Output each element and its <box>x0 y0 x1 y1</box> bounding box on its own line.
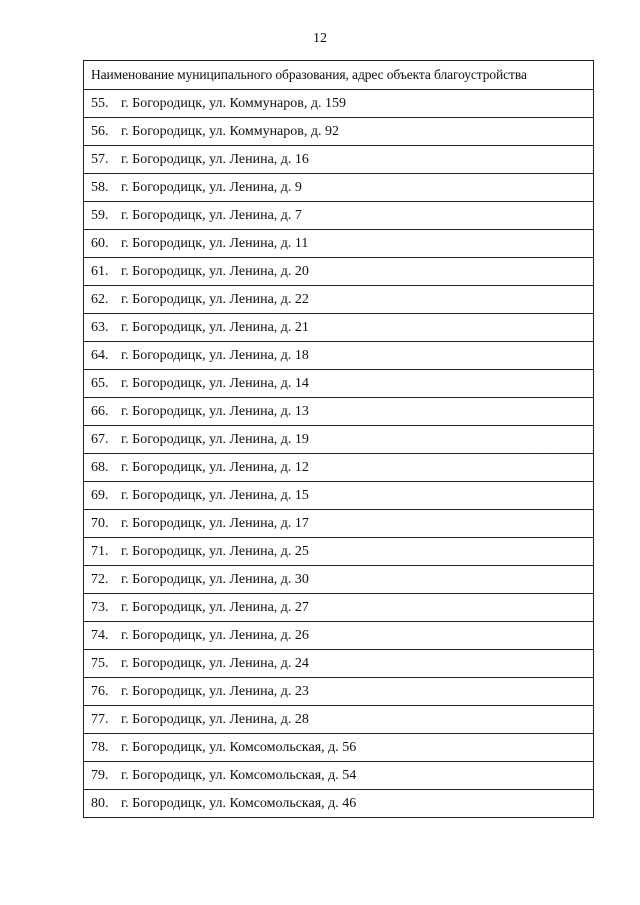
table-row <box>84 566 594 594</box>
table-row <box>84 202 594 230</box>
table-row <box>84 342 594 370</box>
address-text: г. Богородицк, ул. Ленина, д. 13 <box>121 403 309 419</box>
address-text: г. Богородицк, ул. Комсомольская, д. 56 <box>121 739 357 755</box>
row-number: 58. <box>91 179 109 195</box>
row-number: 80. <box>91 795 109 811</box>
address-text: г. Богородицк, ул. Ленина, д. 18 <box>121 347 309 363</box>
row-number: 60. <box>91 235 109 251</box>
row-number: 72. <box>91 571 109 587</box>
address-text: г. Богородицк, ул. Ленина, д. 20 <box>121 263 309 279</box>
row-number: 79. <box>91 767 109 783</box>
row-number: 56. <box>91 123 109 139</box>
table-row <box>84 118 594 146</box>
address-cell <box>84 706 594 734</box>
address-text: г. Богородицк, ул. Ленина, д. 30 <box>121 571 309 587</box>
column-header: Наименование муниципального образования, адрес объекта благоустройства <box>84 61 594 90</box>
address-text: г. Богородицк, ул. Ленина, д. 19 <box>121 431 309 447</box>
row-number: 76. <box>91 683 109 699</box>
address-text: г. Богородицк, ул. Ленина, д. 28 <box>121 711 309 727</box>
table-row <box>84 426 594 454</box>
address-text: г. Богородицк, ул. Ленина, д. 25 <box>121 543 309 559</box>
table-row <box>84 370 594 398</box>
row-number: 73. <box>91 599 109 615</box>
address-text: г. Богородицк, ул. Ленина, д. 21 <box>121 319 309 335</box>
address-cell <box>84 622 594 650</box>
table-row <box>84 734 594 762</box>
row-number: 68. <box>91 459 109 475</box>
address-cell <box>84 146 594 174</box>
row-number: 74. <box>91 627 109 643</box>
row-number: 62. <box>91 291 109 307</box>
row-number: 61. <box>91 263 109 279</box>
address-text: г. Богородицк, ул. Ленина, д. 17 <box>121 515 309 531</box>
address-cell <box>84 258 594 286</box>
address-cell <box>84 202 594 230</box>
address-cell <box>84 398 594 426</box>
address-cell <box>84 482 594 510</box>
address-cell <box>84 762 594 790</box>
address-cell <box>84 650 594 678</box>
row-number: 59. <box>91 207 109 223</box>
address-table <box>83 60 594 818</box>
row-number: 64. <box>91 347 109 363</box>
table-row <box>84 286 594 314</box>
address-text: г. Богородицк, ул. Ленина, д. 24 <box>121 655 309 671</box>
address-text: г. Богородицк, ул. Ленина, д. 7 <box>121 207 302 223</box>
address-text: г. Богородицк, ул. Ленина, д. 14 <box>121 375 309 391</box>
address-cell <box>84 678 594 706</box>
address-text: г. Богородицк, ул. Комсомольская, д. 46 <box>121 795 357 811</box>
address-cell <box>84 90 594 118</box>
row-number: 71. <box>91 543 109 559</box>
row-number: 78. <box>91 739 109 755</box>
address-cell <box>84 734 594 762</box>
address-text: г. Богородицк, ул. Ленина, д. 12 <box>121 459 309 475</box>
row-number: 55. <box>91 95 109 111</box>
row-number: 70. <box>91 515 109 531</box>
address-cell <box>84 538 594 566</box>
address-text: г. Богородицк, ул. Ленина, д. 26 <box>121 627 309 643</box>
table-row <box>84 454 594 482</box>
table-row <box>84 398 594 426</box>
table-row <box>84 258 594 286</box>
address-text: г. Богородицк, ул. Ленина, д. 22 <box>121 291 309 307</box>
address-text: г. Богородицк, ул. Коммунаров, д. 159 <box>121 95 347 111</box>
row-number: 67. <box>91 431 109 447</box>
row-number: 69. <box>91 487 109 503</box>
address-cell <box>84 342 594 370</box>
table-row <box>84 790 594 818</box>
scan-artifact: · · · <box>521 452 560 458</box>
page-number: 12 <box>313 31 327 46</box>
table-row <box>84 622 594 650</box>
address-cell <box>84 370 594 398</box>
table-row <box>84 146 594 174</box>
address-cell <box>84 286 594 314</box>
row-number: 75. <box>91 655 109 671</box>
address-text: г. Богородицк, ул. Ленина, д. 15 <box>121 487 309 503</box>
table-row <box>84 762 594 790</box>
table-row <box>84 678 594 706</box>
address-cell <box>84 510 594 538</box>
row-number: 57. <box>91 151 109 167</box>
table-row <box>84 90 594 118</box>
address-cell <box>84 426 594 454</box>
address-text: г. Богородицк, ул. Ленина, д. 27 <box>121 599 309 615</box>
address-text: г. Богородицк, ул. Коммунаров, д. 92 <box>121 123 340 139</box>
address-cell <box>84 174 594 202</box>
row-number: 77. <box>91 711 109 727</box>
address-cell <box>84 594 594 622</box>
address-text: г. Богородицк, ул. Ленина, д. 16 <box>121 151 309 167</box>
table-header-row <box>84 61 594 90</box>
address-cell <box>84 230 594 258</box>
address-cell <box>84 790 594 818</box>
address-text: г. Богородицк, ул. Комсомольская, д. 54 <box>121 767 357 783</box>
row-number: 66. <box>91 403 109 419</box>
table-row <box>84 510 594 538</box>
address-cell <box>84 118 594 146</box>
row-number: 65. <box>91 375 109 391</box>
table-row <box>84 538 594 566</box>
table-row <box>84 706 594 734</box>
address-cell <box>84 454 594 482</box>
table-row <box>84 482 594 510</box>
table-row <box>84 650 594 678</box>
address-text: г. Богородицк, ул. Ленина, д. 11 <box>121 235 309 251</box>
address-cell <box>84 566 594 594</box>
row-number: 63. <box>91 319 109 335</box>
table-row <box>84 174 594 202</box>
table-body <box>84 90 594 818</box>
address-text: г. Богородицк, ул. Ленина, д. 9 <box>121 179 302 195</box>
table-row <box>84 594 594 622</box>
table-row <box>84 230 594 258</box>
address-cell <box>84 314 594 342</box>
table-row <box>84 314 594 342</box>
address-text: г. Богородицк, ул. Ленина, д. 23 <box>121 683 309 699</box>
